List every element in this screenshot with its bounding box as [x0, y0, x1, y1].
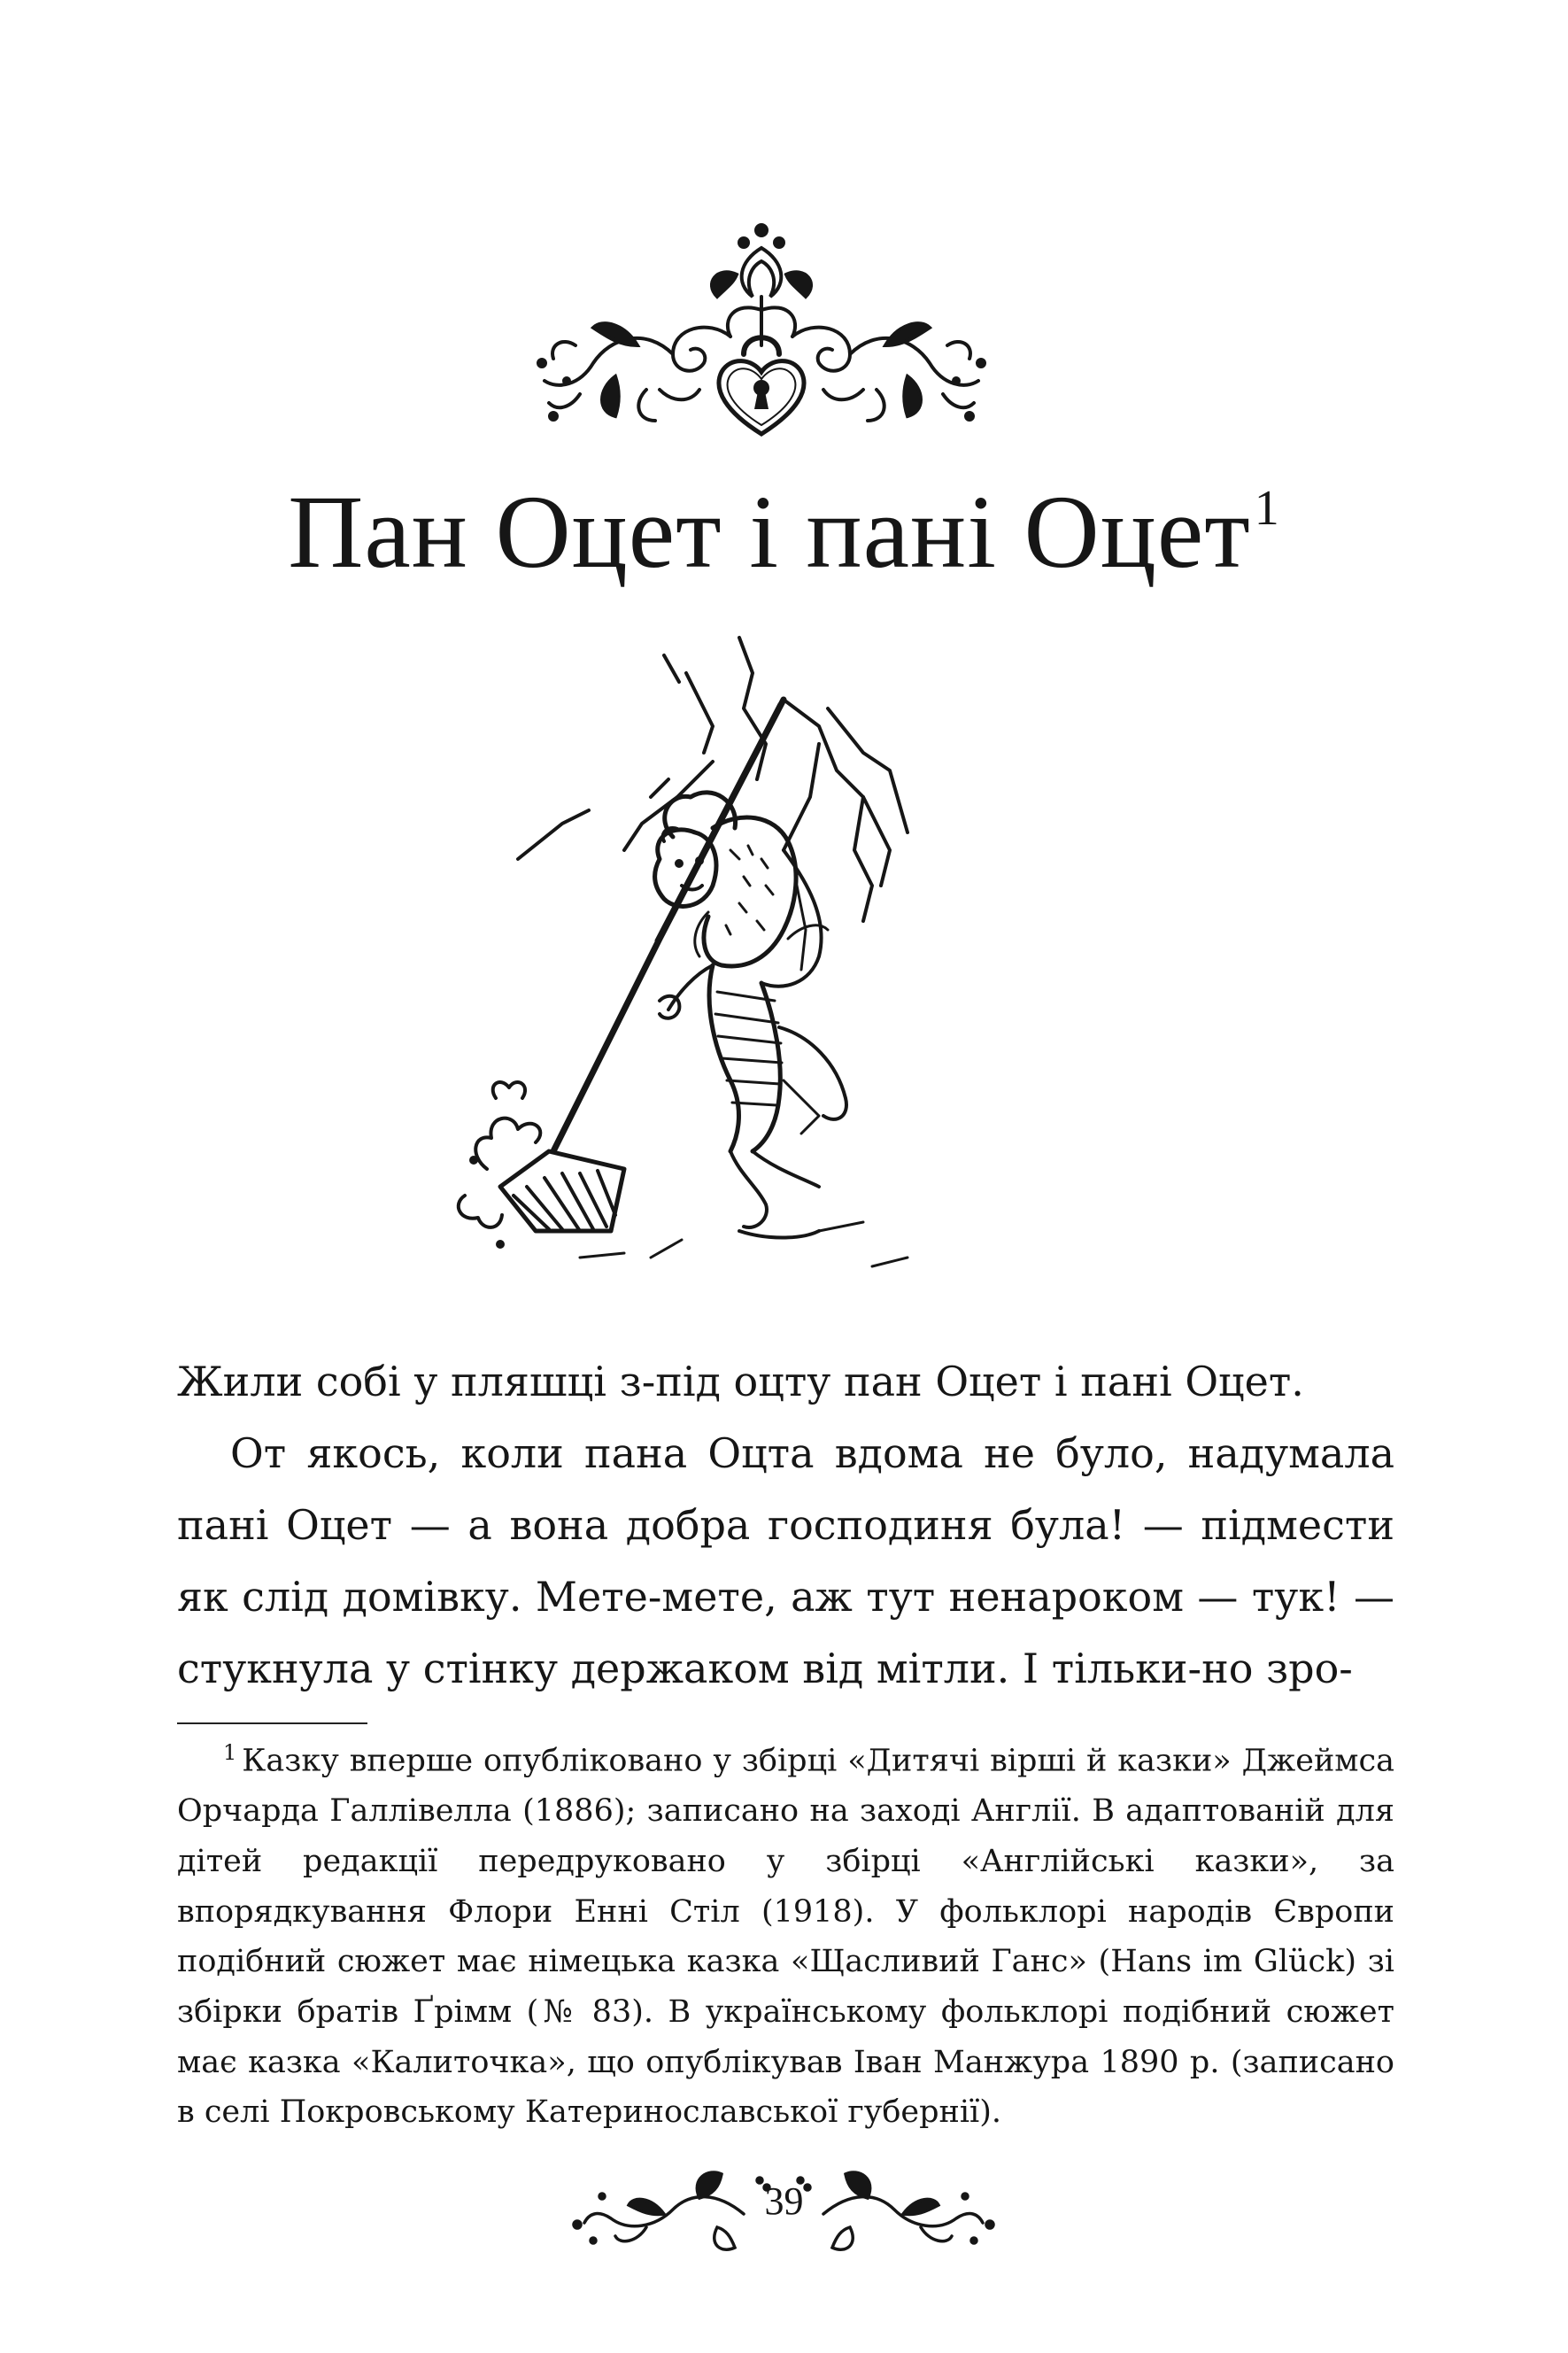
ornament-right-scroll: [792, 323, 985, 421]
heart-padlock-ornament-icon: [531, 213, 992, 443]
illustration-woman: [580, 793, 908, 1266]
footnote-marker: 1: [223, 1740, 237, 1765]
page-number: 39: [764, 2179, 804, 2223]
body-paragraph-1: Жили собі у пляшці з-під оцту пан Оцет і пані Оцет.: [177, 1358, 1304, 1405]
woman-sweeping-illustration-icon: [447, 620, 1067, 1293]
heart-padlock: [719, 337, 804, 434]
ornament-left-scroll: [538, 323, 730, 421]
story-body: [177, 1346, 1394, 1705]
footnote-separator: [177, 1722, 367, 1724]
body-paragraph-2: От якось, коли пана Оцта вдома не було, надумала пані Оцет — а вона добра господиня була! — підмести як слід домівку. Мете-мете, аж тут ненароком — тук! — стукнула у стінку держаком від мітли. І тільки-но зро-: [177, 1428, 1394, 1692]
footnote-text: Казку вперше опубліковано у збірці «Дитячі вірші й казки» Джеймса Орчарда Галлівелла (1886); записано на заході Англії. В адаптованій для дітей редакції передруковано у збірці «Англійські казки», за впорядкування Флори Енні Стіл (1918). У фольклорі народів Європи подібний сюжет має німецька казка «Щасливий Ганс» (Hans im Glück) зі збірки братів Ґрімм (№ 83). В українському фольклорі подібний сюжет має казка «Калиточка», що опублікував Іван Манжура 1890 р. (записано в селі Покровському Катеринославської губернії).: [177, 1743, 1394, 2131]
footnote: [177, 1736, 1394, 2138]
title-footnote-reference[interactable]: 1: [1254, 480, 1280, 536]
story-title: [0, 469, 1568, 595]
ornament-top-sprig: [712, 225, 811, 345]
story-title-text: Пан Оцет і пані Оцет: [288, 474, 1251, 590]
